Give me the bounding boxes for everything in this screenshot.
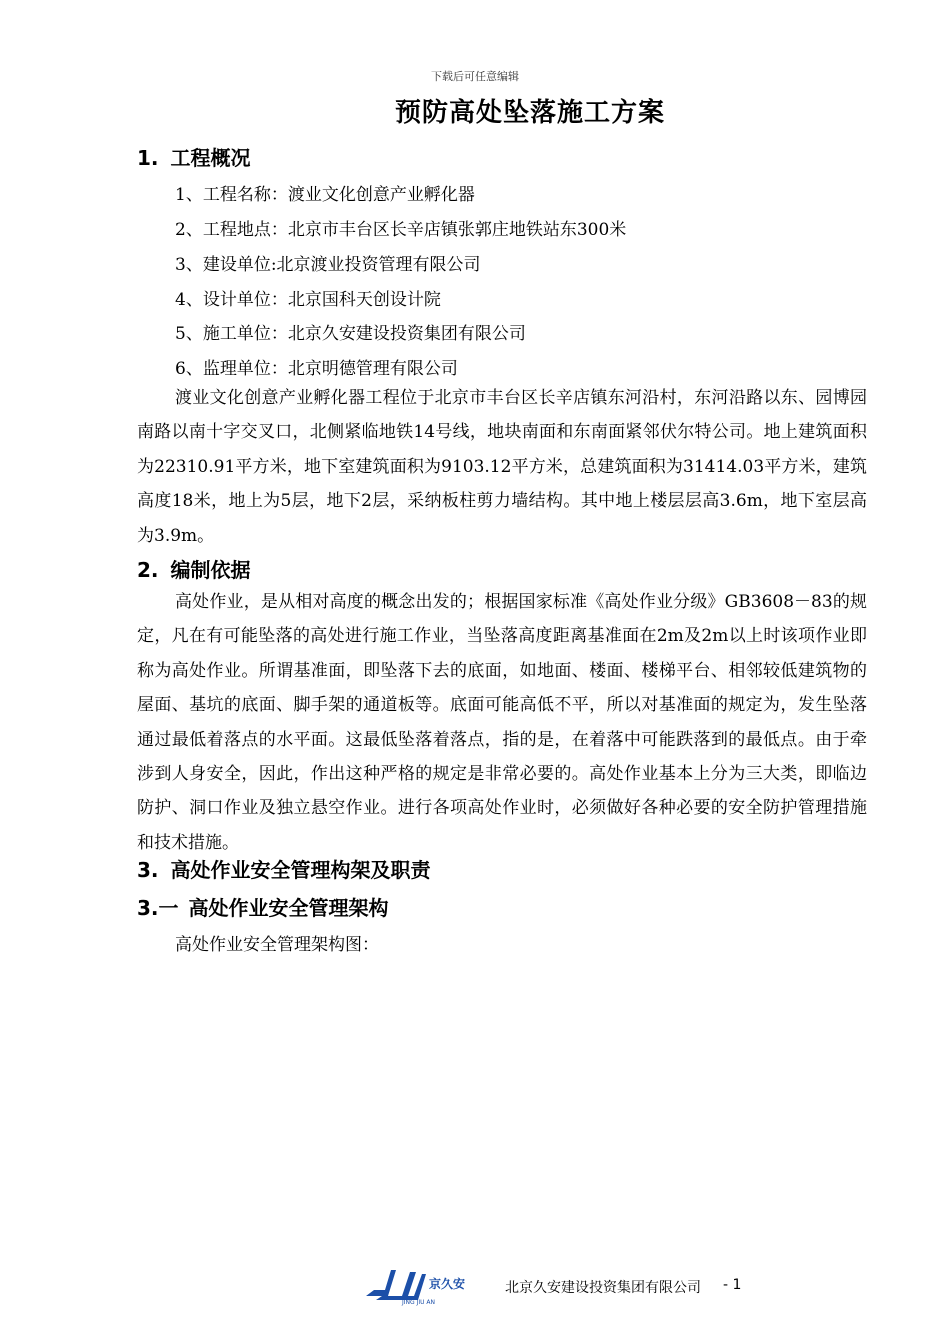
project-overview-paragraph: 渡业文化创意产业孵化器工程位于北京市丰台区长辛店镇东河沿村，东河沿路以东、园博园南路以南十字交叉口，北侧紧临地铁14号线，地块南面和东南面紧邻伏尔特公司。地上建筑面积为22310.91平方米，地下室建筑面积为9103.12平方米，总建筑面积为31414.03平方米，建筑高度18米，地上为5层，地下2层，采纳板柱剪力墙结构。其中地上楼层层高3.6m，地下室层高为3.9m。 xyxy=(137,388,867,546)
document-title: 预防高处坠落施工方案 xyxy=(394,98,665,128)
section-number: 1. xyxy=(137,146,159,170)
page-number: - 1 xyxy=(723,1277,742,1293)
section-title: 高处作业安全管理架构 xyxy=(188,896,389,920)
project-item: 2、工程地点：北京市丰台区长辛店镇张郭庄地铁站东300米 xyxy=(175,220,627,240)
header-note: 下载后可任意编辑 xyxy=(431,70,519,83)
project-item: 1、工程名称：渡业文化创意产业孵化器 xyxy=(175,185,475,205)
section-number: 3.一 xyxy=(137,896,179,920)
section-number: 2. xyxy=(137,558,159,582)
section-1-heading xyxy=(137,142,251,171)
section-3-1-heading xyxy=(137,892,389,921)
section-title: 编制依据 xyxy=(170,558,251,582)
project-item: 6、监理单位：北京明德管理有限公司 xyxy=(175,359,458,379)
section-number: 3. xyxy=(137,858,159,882)
footer-company: 北京久安建设投资集团有限公司 xyxy=(505,1280,701,1296)
section-title: 高处作业安全管理构架及职责 xyxy=(170,858,431,882)
project-item: 4、设计单位：北京国科天创设计院 xyxy=(175,290,441,310)
logo-text: 京久安 xyxy=(429,1277,466,1291)
project-item: 5、施工单位：北京久安建设投资集团有限公司 xyxy=(175,324,526,344)
section-3-heading xyxy=(137,854,431,883)
logo-mark-icon xyxy=(362,1266,487,1306)
page-footer xyxy=(0,1262,950,1312)
section-2-heading xyxy=(137,554,251,583)
section-title: 工程概况 xyxy=(170,146,251,170)
project-item: 3、建设单位:北京渡业投资管理有限公司 xyxy=(175,255,481,275)
logo-subtext: JING JIU AN xyxy=(402,1299,436,1306)
company-logo xyxy=(362,1266,487,1306)
basis-paragraph: 高处作业，是从相对高度的概念出发的；根据国家标准《高处作业分级》GB3608－83的规定，凡在有可能坠落的高处进行施工作业，当坠落高度距离基准面在2m及2m以上时该项作业即称为高处作业。所谓基准面，即坠落下去的底面，如地面、楼面、楼梯平台、相邻较低建筑物的屋面、基坑的底面、脚手架的通道板等。底面可能高低不平，所以对基准面的规定为，发生坠落通过最低着落点的水平面。这最低坠落着落点，指的是，在着落中可能跌落到的最低点。由于牵涉到人身安全，因此，作出这种严格的规定是非常必要的。高处作业基本上分为三大类，即临边防护、洞口作业及独立悬空作业。进行各项高处作业时，必须做好各种必要的安全防护管理措施和技术措施。 xyxy=(137,592,867,853)
architecture-caption: 高处作业安全管理架构图： xyxy=(175,935,379,955)
